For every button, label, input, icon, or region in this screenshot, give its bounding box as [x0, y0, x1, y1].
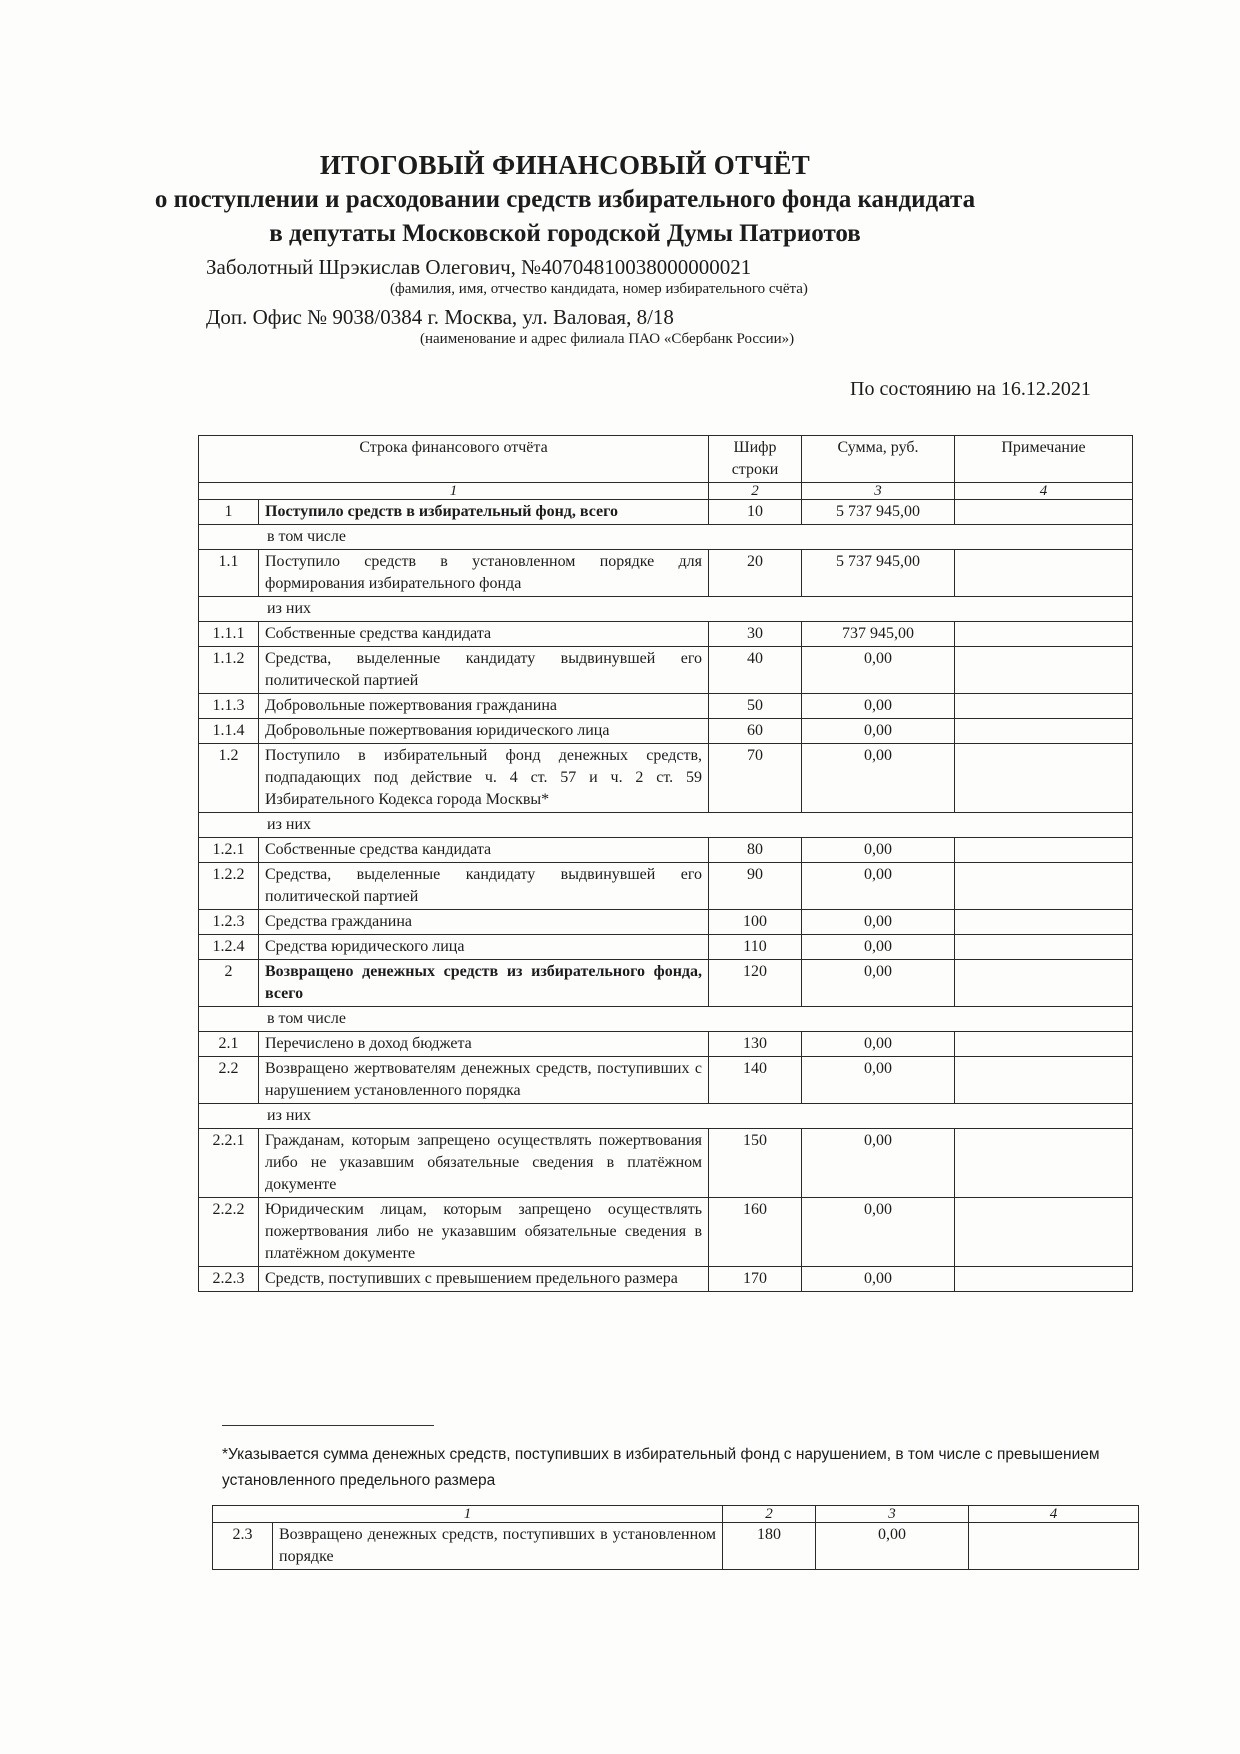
row-text: Средства, выделенные кандидату выдвинувшей его политической партией: [259, 863, 709, 910]
row-number: 2.3: [213, 1523, 273, 1570]
table-row: [199, 910, 1133, 935]
row-note: [955, 500, 1133, 525]
header-line: Строка финансового отчёта: [199, 436, 709, 483]
col-number: 4: [969, 1506, 1139, 1523]
report-subtitle-2: в депутаты Московской городской Думы Патриотов: [269, 220, 861, 247]
table-row: [199, 744, 1133, 813]
row-code: 130: [709, 1032, 802, 1057]
row-text: Средства, выделенные кандидату выдвинувшей его политической партией: [259, 647, 709, 694]
row-number: 1.1.2: [199, 647, 259, 694]
row-note: [955, 622, 1133, 647]
row-subheader: в том числе: [199, 1007, 1133, 1032]
row-note: [955, 960, 1133, 1007]
row-note: [955, 1129, 1133, 1198]
table-row: [199, 1032, 1133, 1057]
row-sum: 5 737 945,00: [802, 500, 955, 525]
row-code: 70: [709, 744, 802, 813]
financial-report-table: [198, 435, 1133, 1292]
row-number: 2.2.2: [199, 1198, 259, 1267]
row-text: Средства гражданина: [259, 910, 709, 935]
row-code: 160: [709, 1198, 802, 1267]
row-text: Возвращено денежных средств, поступивших в установленном порядке: [273, 1523, 723, 1570]
row-number: 2.2.1: [199, 1129, 259, 1198]
row-text: Добровольные пожертвования гражданина: [259, 694, 709, 719]
table-row: [199, 550, 1133, 597]
row-sum: 0,00: [802, 694, 955, 719]
report-subtitle-1: о поступлении и расходовании средств избирательного фонда кандидата: [154, 186, 976, 213]
row-sum: 0,00: [802, 935, 955, 960]
table-subheader-row: [199, 1104, 1133, 1129]
row-sum: 0,00: [802, 863, 955, 910]
row-code: 110: [709, 935, 802, 960]
table-row: [199, 500, 1133, 525]
row-code: 10: [709, 500, 802, 525]
row-number: 2.1: [199, 1032, 259, 1057]
continuation-table: [212, 1505, 1139, 1570]
row-text: Перечислено в доход бюджета: [259, 1032, 709, 1057]
row-text: Поступило в избирательный фонд денежных средств, подпадающих под действие ч. 4 ст. 57 и ч. 2 ст. 59 Избирательного Кодекса города Москвы*: [259, 744, 709, 813]
row-number: 1.2.1: [199, 838, 259, 863]
row-note: [955, 550, 1133, 597]
row-number: 2.2.3: [199, 1267, 259, 1292]
table-subheader-row: [199, 525, 1133, 550]
table-row: [213, 1523, 1139, 1570]
row-code: 90: [709, 863, 802, 910]
table-row: [199, 622, 1133, 647]
row-code: 140: [709, 1057, 802, 1104]
row-sum: 0,00: [816, 1523, 969, 1570]
col-number: 1: [213, 1506, 723, 1523]
row-sum: 0,00: [802, 1057, 955, 1104]
row-number: 1: [199, 500, 259, 525]
row-sum: 0,00: [802, 1032, 955, 1057]
row-note: [955, 744, 1133, 813]
col-number: 3: [802, 483, 955, 500]
row-number: 1.1.3: [199, 694, 259, 719]
table-row: [199, 960, 1133, 1007]
table-row: [199, 1198, 1133, 1267]
row-code: 180: [723, 1523, 816, 1570]
column-number-row: [199, 483, 1133, 500]
row-text: Поступило средств в избирательный фонд, всего: [259, 500, 709, 525]
row-sum: 0,00: [802, 719, 955, 744]
row-sum: 0,00: [802, 1129, 955, 1198]
row-number: 2: [199, 960, 259, 1007]
row-number: 1.2.2: [199, 863, 259, 910]
row-text: Собственные средства кандидата: [259, 838, 709, 863]
row-number: 1.1.1: [199, 622, 259, 647]
col-number: 2: [723, 1506, 816, 1523]
row-subheader: из них: [199, 597, 1133, 622]
row-number: 1.2.4: [199, 935, 259, 960]
row-text: Возвращено жертвователям денежных средств, поступивших с нарушением установленного порядка: [259, 1057, 709, 1104]
table-row: [199, 647, 1133, 694]
row-note: [955, 1057, 1133, 1104]
footnote: *Указывается сумма денежных средств, поступивших в избирательный фонд с нарушением, в том числе с превышением установленного предельного размера: [222, 1446, 1100, 1489]
header-sum: Сумма, руб.: [802, 436, 955, 483]
row-note: [955, 694, 1133, 719]
row-code: 20: [709, 550, 802, 597]
row-subheader: из них: [199, 1104, 1133, 1129]
row-code: 80: [709, 838, 802, 863]
column-number-row: [213, 1506, 1139, 1523]
table-row: [199, 1129, 1133, 1198]
branch-line: Доп. Офис № 9038/0384 г. Москва, ул. Валовая, 8/18: [206, 305, 674, 329]
row-code: 100: [709, 910, 802, 935]
col-number: 3: [816, 1506, 969, 1523]
table-row: [199, 1267, 1133, 1292]
row-text: Собственные средства кандидата: [259, 622, 709, 647]
row-text: Средства юридического лица: [259, 935, 709, 960]
row-sum: 0,00: [802, 838, 955, 863]
row-note: [955, 719, 1133, 744]
row-code: 50: [709, 694, 802, 719]
row-code: 40: [709, 647, 802, 694]
row-note: [955, 1032, 1133, 1057]
row-text: Гражданам, которым запрещено осуществлять пожертвования либо не указавшим обязательные сведения в платёжном документе: [259, 1129, 709, 1198]
col-number: 4: [955, 483, 1133, 500]
row-number: 1.2.3: [199, 910, 259, 935]
row-sum: 0,00: [802, 647, 955, 694]
table-subheader-row: [199, 597, 1133, 622]
table-row: [199, 694, 1133, 719]
header-code: Шифр строки: [709, 436, 802, 483]
table-row: [199, 1057, 1133, 1104]
row-subheader: в том числе: [199, 525, 1133, 550]
row-sum: 0,00: [802, 744, 955, 813]
col-number: 1: [199, 483, 709, 500]
row-number: 1.1: [199, 550, 259, 597]
row-note: [955, 1198, 1133, 1267]
row-text: Юридическим лицам, которым запрещено осуществлять пожертвования либо не указавшим обязательные сведения в платёжном документе: [259, 1198, 709, 1267]
row-text: Средств, поступивших с превышением предельного размера: [259, 1267, 709, 1292]
row-note: [955, 838, 1133, 863]
table-row: [199, 863, 1133, 910]
row-note: [955, 863, 1133, 910]
row-code: 120: [709, 960, 802, 1007]
row-code: 60: [709, 719, 802, 744]
row-note: [955, 935, 1133, 960]
report-title: ИТОГОВЫЙ ФИНАНСОВЫЙ ОТЧЁТ: [319, 150, 811, 180]
table-row: [199, 935, 1133, 960]
row-note: [969, 1523, 1139, 1570]
row-number: 1.2: [199, 744, 259, 813]
row-sum: 0,00: [802, 1198, 955, 1267]
row-text: Возвращено денежных средств из избирательного фонда, всего: [259, 960, 709, 1007]
row-code: 170: [709, 1267, 802, 1292]
table-subheader-row: [199, 1007, 1133, 1032]
footnote-divider: [222, 1425, 434, 1426]
branch-hint: (наименование и адрес филиала ПАО «Сбербанк России»): [420, 331, 795, 347]
row-note: [955, 1267, 1133, 1292]
as-of-date: По состоянию на 16.12.2021: [850, 378, 1091, 400]
row-sum: 0,00: [802, 960, 955, 1007]
table-row: [199, 838, 1133, 863]
candidate-hint: (фамилия, имя, отчество кандидата, номер избирательного счёта): [390, 281, 808, 297]
row-text: Добровольные пожертвования юридического лица: [259, 719, 709, 744]
row-text: Поступило средств в установленном порядке для формирования избирательного фонда: [259, 550, 709, 597]
row-code: 150: [709, 1129, 802, 1198]
row-code: 30: [709, 622, 802, 647]
table-row: [199, 719, 1133, 744]
row-note: [955, 647, 1133, 694]
row-sum: 5 737 945,00: [802, 550, 955, 597]
row-sum: 737 945,00: [802, 622, 955, 647]
row-subheader: из них: [199, 813, 1133, 838]
row-sum: 0,00: [802, 1267, 955, 1292]
table-header-row: [199, 436, 1133, 483]
row-number: 2.2: [199, 1057, 259, 1104]
row-number: 1.1.4: [199, 719, 259, 744]
candidate-line: Заболотный Шрэкислав Олегович, №40704810038000000021: [206, 255, 752, 279]
row-sum: 0,00: [802, 910, 955, 935]
row-note: [955, 910, 1133, 935]
col-number: 2: [709, 483, 802, 500]
header-note: Примечание: [955, 436, 1133, 483]
table-subheader-row: [199, 813, 1133, 838]
